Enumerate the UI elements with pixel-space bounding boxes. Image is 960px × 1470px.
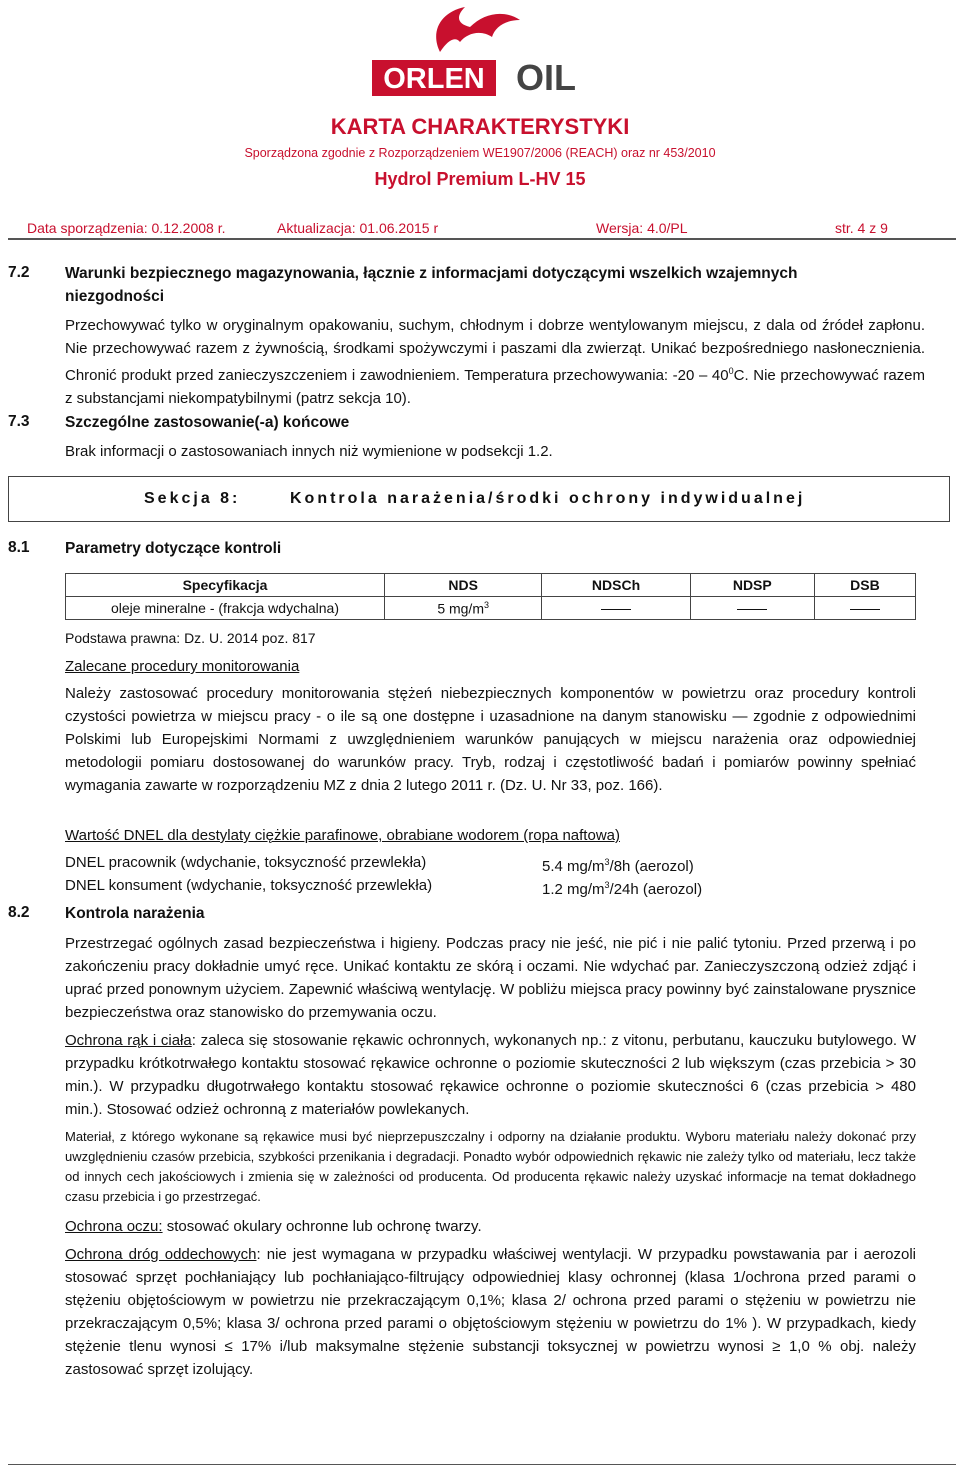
version: Wersja: 4.0/PL [596, 220, 688, 236]
page-number: str. 4 z 9 [835, 220, 888, 236]
document-title: KARTA CHARAKTERYSTYKI [330, 114, 630, 139]
table-header: NDS [385, 574, 542, 597]
logo-text-orlen: ORLEN [383, 63, 485, 95]
footer-divider [8, 1464, 956, 1465]
end-use-text: Brak informacji o zastosowaniach innych niż wymienione w podsekcji 1.2. [65, 443, 553, 460]
logo-text-oil: OIL [516, 57, 576, 98]
dnel-title: Wartość DNEL dla destylaty ciężkie parafinowe, obrabiane wodorem (ropa naftowa) [65, 827, 620, 844]
section-title-7-2-cont: niezgodności [65, 288, 165, 305]
section-number-8-1: 8.1 [8, 539, 30, 556]
table-header: Specyfikacja [66, 574, 385, 597]
table-cell-empty [542, 597, 690, 620]
table-cell-spec: oleje mineralne - (frakcja wdychalna) [66, 597, 385, 620]
table-cell-empty [814, 597, 915, 620]
document-subtitle: Sporządzona zgodnie z Rozporządzeniem WE1907/2006 (REACH) oraz nr 453/2010 [244, 146, 716, 160]
monitoring-title: Zalecane procedury monitorowania [65, 658, 300, 675]
exposure-limits-table [65, 573, 916, 620]
monitoring-text: Należy zastosować procedury monitorowania stężeń niebezpiecznych komponentów w powietrzu oraz procedury kontroli czystości powietrza w miejscu pracy - o ile są one dostępne i uzasadnione na danym stanowisku — zgodnie z odpowiednimi Polskimi lub Europejskimi Normami z uwzględnieniem warunków panujących w miejscu narażenia oraz odpowiedniej metodologii pomiaru dostosowanej do warunków pracy. Tryb, rodzaj i częstotliwość badań i pomiarów powinny spełniać wymagania zawarte w rozporządzeniu MZ z dnia 2 lutego 2011 r. (Dz. U. Nr 33, poz. 166). [65, 685, 916, 794]
section-8-header [8, 476, 950, 522]
table-cell-nds: 5 $mg/m^3$ [385, 597, 542, 620]
section-title-7-3: Szczególne zastosowanie(-a) końcowe [65, 414, 350, 431]
section-8-title: Kontrola narażenia/środki ochrony indywidualnej [290, 490, 806, 507]
section-number-7-3: 7.3 [8, 413, 30, 430]
table-cell-empty [690, 597, 814, 620]
dnel-worker-value: 5.4 $mg/m^3/8h$ (aerozol) [542, 857, 694, 875]
section-number-7-2: 7.2 [8, 264, 30, 281]
product-name: Hydrol Premium L-HV 15 [374, 169, 586, 189]
dnel-consumer-label: DNEL konsument (wdychanie, toksyczność przewlekła) [65, 877, 433, 894]
orlen-oil-logo [370, 2, 600, 100]
section-title-8-1: Parametry dotyczące kontroli [65, 540, 282, 557]
dnel-worker-label: DNEL pracownik (wdychanie, toksyczność przewlekła) [65, 854, 427, 871]
glove-material-note: Materiał, z którego wykonane są rękawice musi być nieprzepuszczalny i odporny na działanie produktu. Wyboru materiału należy dokonać przy uwzględnieniu czasów przebicia, szybkości przenikania i degradacji. Ponadto wybór odpowiednich rękawic nie zależy tylko od materiału, lecz także od innych cech jakościowych i zmienia się w zależności od producenta. Od producenta rękawic należy uzyskać informacje na temat dokładnego czasu przebicia i go przestrzegać. [65, 1129, 916, 1204]
storage-text: Przechowywać tylko w oryginalnym opakowaniu, suchym, chłodnym i dobrze wentylowanym miejscu, z dala od źródeł zapłonu. Nie przechowywać razem z żywnością, środkami spożywczymi i paszami dla zwierząt. Unikać bezpośredniego nasłonecznienia. Chronić produkt przed zanieczyszczeniem i zawodnieniem. Temperatura przechowywania: $-20 - 40^0C$. Nie przechowywać razem z substancjami niekompatybilnymi (patrz sekcja 10). [65, 317, 925, 407]
header-divider [8, 238, 956, 240]
section-title-8-2: Kontrola narażenia [65, 905, 205, 922]
eye-protection-text: Ochrona oczu: stosować okulary ochronne lub ochronę twarzy. [65, 1218, 482, 1235]
section-8-label: Sekcja 8: [144, 490, 241, 507]
section-number-8-2: 8.2 [8, 904, 30, 921]
general-measures-text: Przestrzegać ogólnych zasad bezpieczeństwa i higieny. Podczas pracy nie jeść, nie pić i nie palić tytoniu. Przed przerwą i po zakończeniu pracy dokładnie umyć ręce. Unikać kontaktu ze skórą i oczami. Nie wdychać par. Zanieczyszczoną odzież zdjąć i uprać przed ponownym użyciem. Zapewnić właściwą wentylację. W pobliżu miejsca pracy powinny być zainstalowane prysznice bezpieczeństwa oraz stanowisko do przemywania oczu. [65, 935, 916, 1021]
dnel-consumer-value: 1.2 $mg/m^3/24h$ (aerozol) [542, 880, 703, 898]
respiratory-protection-text: Ochrona dróg oddechowych: nie jest wymagana w przypadku właściwej wentylacji. W przypadku powstawania par i aerozoli stosować sprzęt pochłaniający lub pochłaniająco-filtrujący odpowiedniej klasy ochronnej (klasa 1/ochrona przed parami o stężeniu objętościowym w powietrzu nie przekraczającym 0,1%; klasa 2/ ochrona przed parami o stężeniu w powietrzu nie przekraczającym 0,5%; klasa 3/ ochrona przed parami o objętościowym stężeniu w powietrzu do 1% ). W przypadkach, kiedy stężenie tlenu wynosi ≤ 17% i/lub maksymalne stężenie substancji toksycznej w powietrzu wynosi ≥ 1,0 % obj. należy zastosować sprzęt izolujący. [65, 1246, 916, 1378]
date-created: Data sporządzenia: 0.12.2008 r. [27, 220, 226, 236]
table-header: NDSCh [542, 574, 690, 597]
eagle-icon [436, 7, 520, 52]
table-header: NDSP [690, 574, 814, 597]
date-updated: Aktualizacja: 01.06.2015 r [277, 220, 439, 236]
hand-protection-text: Ochrona rąk i ciała: zaleca się stosowanie rękawic ochronnych, wykonanych np.: z vitonu, perbutanu, kauczuku butylowego. W przypadku krótkotrwałego kontaktu stosować rękawice ochronne o poziomie skuteczności 2 lub większym (czas przebicia > 30 min.). W przypadku długotrwałego kontaktu stosować rękawice ochronne o poziomie skuteczności 6 (czas przebicia > 480 min.). Stosować odzież ochronną z materiałów powlekanych. [65, 1032, 916, 1118]
table-row [66, 597, 916, 620]
section-title-7-2: Warunki bezpiecznego magazynowania, łącznie z informacjami dotyczącymi wszelkich wzajemnych [65, 265, 798, 282]
legal-basis: Podstawa prawna: Dz. U. 2014 poz. 817 [65, 630, 316, 646]
table-header-row [66, 574, 916, 597]
table-header: DSB [814, 574, 915, 597]
